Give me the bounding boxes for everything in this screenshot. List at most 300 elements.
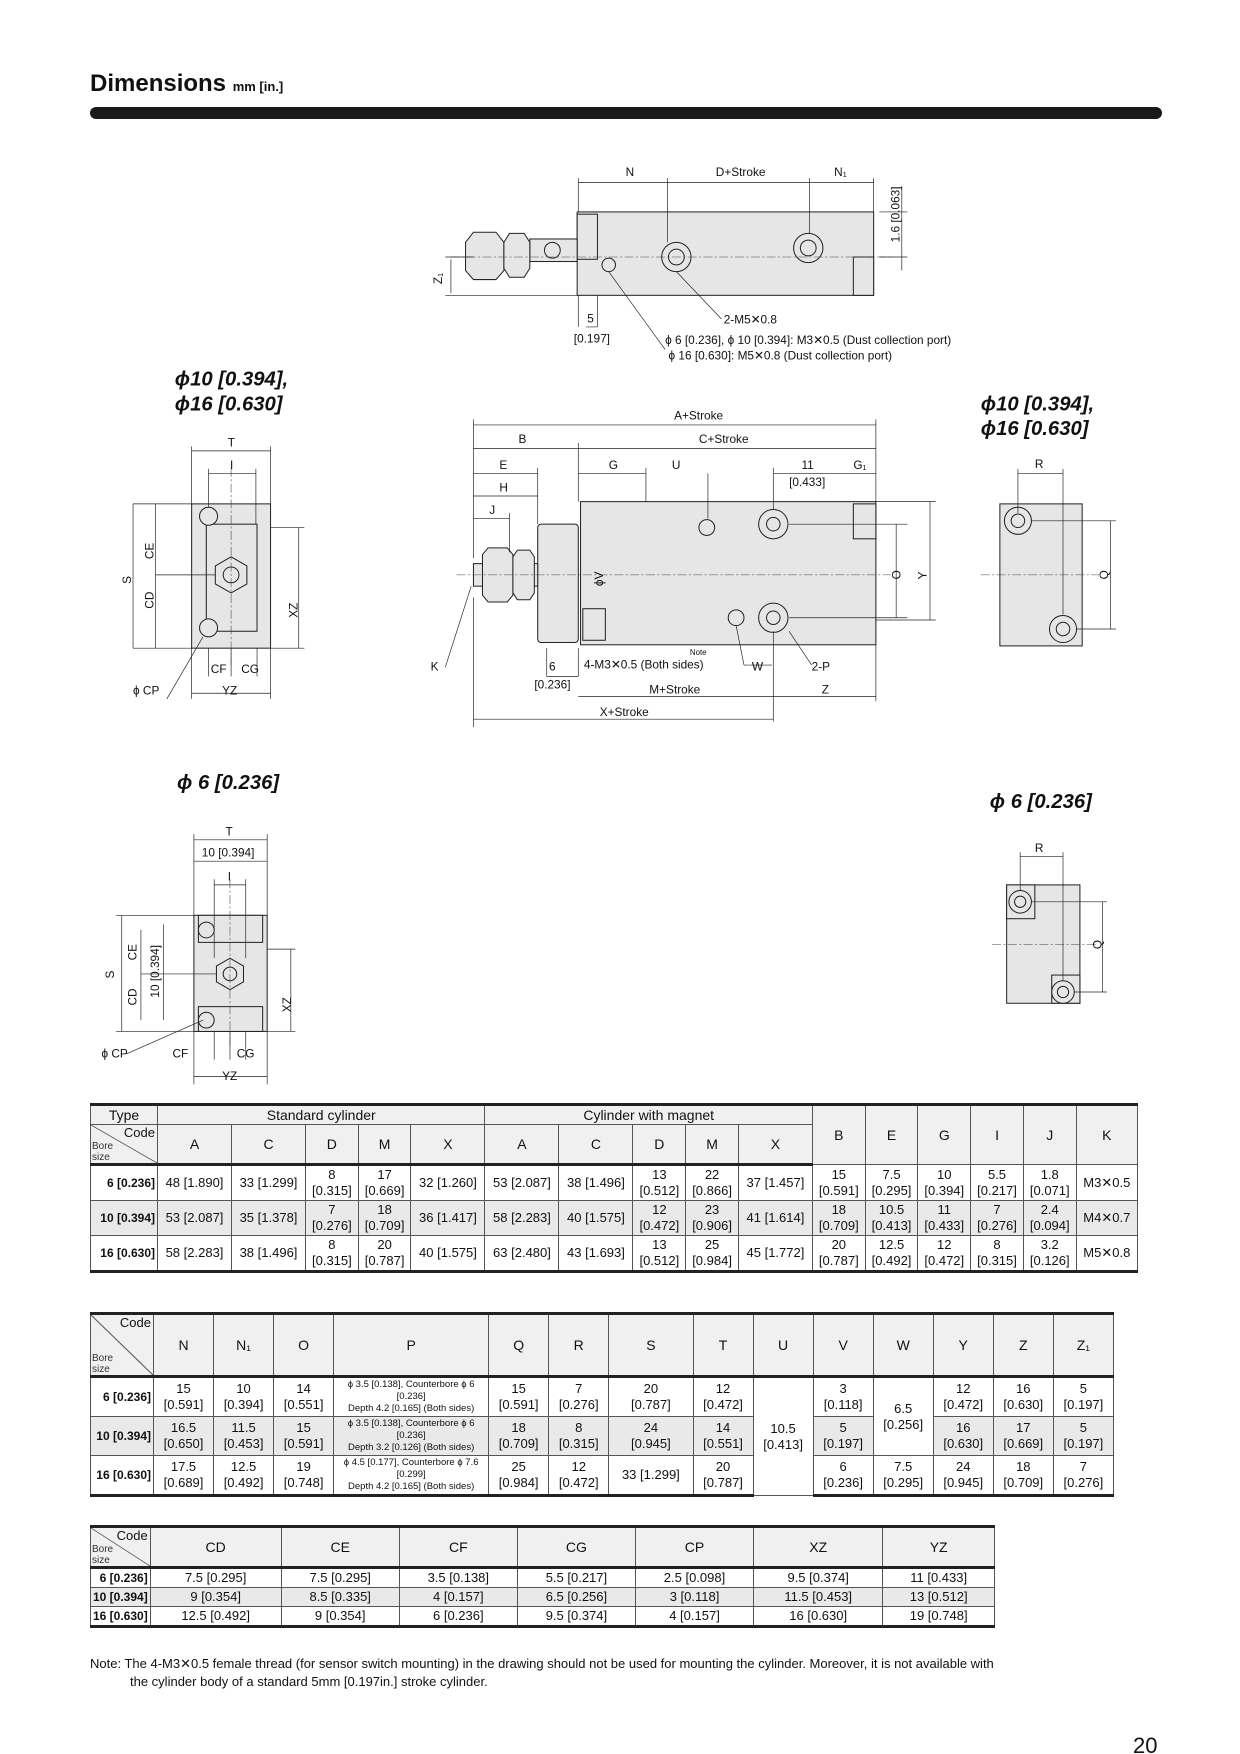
cell-inch: [0.984]: [692, 1253, 732, 1268]
table-cell: 8.5 [0.335]: [281, 1588, 399, 1607]
column-header: XZ: [754, 1527, 883, 1568]
column-header: A: [485, 1125, 559, 1165]
dim-J: J: [489, 503, 496, 518]
cell-mm: 7.5: [882, 1166, 901, 1182]
column-header: R: [549, 1314, 609, 1377]
cell-inch: [0.217]: [977, 1182, 1017, 1198]
cell-inch: [0.197]: [823, 1436, 864, 1451]
code-corner: [91, 1314, 154, 1377]
table-cell: [813, 1417, 873, 1456]
table-cell: 36 [1.417]: [411, 1201, 485, 1236]
table-cell: 9 [0.354]: [281, 1607, 399, 1627]
code-corner: [91, 1527, 151, 1568]
cell-mm: 7.5: [894, 1459, 913, 1474]
bore-size-cell: 6 [0.236]: [91, 1377, 154, 1417]
dim-V: ϕV: [592, 571, 607, 587]
dim-11: 11: [801, 457, 814, 472]
cell-mm: 18: [831, 1202, 847, 1217]
table-cell: [873, 1377, 933, 1456]
cell-inch: [0.094]: [1029, 1218, 1070, 1233]
column-header: C: [559, 1125, 633, 1165]
dim-5-in: [0.197]: [573, 331, 610, 346]
cell-inch: [0.276]: [977, 1218, 1017, 1233]
table-cell: 38 [1.496]: [559, 1165, 633, 1201]
table-cell: [489, 1456, 549, 1496]
dim-CP-6: ϕ CP: [101, 1046, 128, 1061]
cell-mm: 10.5: [770, 1420, 796, 1436]
cell-mm: 17.5: [170, 1459, 197, 1474]
front-view-drawing: [431, 408, 936, 727]
table-cell: [274, 1417, 334, 1456]
dim-B: B: [518, 432, 527, 447]
table-cell: [865, 1201, 918, 1236]
table-cell: 7.5 [0.295]: [150, 1568, 281, 1588]
cell-inch: [0.551]: [703, 1436, 743, 1451]
cell-mm: 12: [955, 1381, 971, 1396]
table-cell: [865, 1165, 918, 1201]
column-header: CD: [150, 1527, 281, 1568]
table-cell: 9.5 [0.374]: [754, 1568, 883, 1588]
table-cell: [214, 1456, 274, 1496]
bore-size-cell: 6 [0.236]: [91, 1568, 151, 1588]
cell-line: ϕ 3.5 [0.138], Counterbore ϕ 6 [0.236]: [347, 1379, 475, 1402]
table-cell: [306, 1201, 359, 1236]
cell-mm: 12.5: [878, 1237, 905, 1252]
cell-line: Depth 3.2 [0.126] (Both sides): [348, 1442, 475, 1453]
cell-mm: 24: [643, 1420, 659, 1435]
table-cell: [865, 1236, 918, 1272]
cell-inch: [0.197]: [1063, 1397, 1104, 1412]
table-cell: [753, 1377, 813, 1496]
cell-mm: 15: [511, 1381, 526, 1396]
cell-mm: 2.4: [1040, 1202, 1059, 1217]
magnet-cylinder-header: Cylinder with magnet: [485, 1105, 812, 1125]
dim-C-stroke: C+Stroke: [698, 432, 749, 447]
table-cell: [609, 1417, 693, 1456]
dim-G: G: [608, 457, 618, 472]
bore-label-16-left: ϕ16 [0.630]: [174, 393, 283, 416]
cell-inch: [0.276]: [311, 1218, 352, 1233]
header-corner: [91, 1528, 150, 1566]
table-row: [91, 1417, 1114, 1456]
cell-inch: [0.709]: [818, 1218, 859, 1233]
table-cell: 40 [1.575]: [411, 1236, 485, 1272]
dim-CE: CE: [142, 542, 157, 560]
table-cell: [812, 1165, 865, 1201]
cell-inch: [0.394]: [223, 1397, 264, 1412]
column-header: U: [753, 1314, 813, 1377]
cell-mm: 20: [643, 1381, 659, 1396]
type-header: Type: [91, 1105, 158, 1125]
column-header: W: [873, 1314, 933, 1377]
column-header: C: [232, 1125, 306, 1165]
cell-mm: 12: [937, 1237, 952, 1252]
table-cell: [274, 1377, 334, 1417]
dim-T: T: [227, 435, 235, 450]
table-cell: [334, 1456, 489, 1496]
unit-label: mm [in.]: [232, 79, 284, 94]
header-corner: [91, 1315, 153, 1375]
cell-mm: 15: [296, 1420, 311, 1435]
cell-inch: [0.472]: [943, 1397, 984, 1412]
cell-inch: [0.472]: [558, 1475, 599, 1490]
table-cell: [993, 1417, 1053, 1456]
table-cell: [549, 1456, 609, 1496]
dim-S-6: S: [102, 970, 117, 979]
table-cell: 58 [2.283]: [485, 1201, 559, 1236]
table-cell: [489, 1417, 549, 1456]
table-cell: 53 [2.087]: [485, 1165, 559, 1201]
cell-mm: 8: [328, 1167, 336, 1182]
table-cell: [334, 1417, 489, 1456]
table-cell: 12.5 [0.492]: [150, 1607, 281, 1627]
cell-inch: [0.669]: [1003, 1436, 1044, 1451]
rear-view-10-16: [981, 457, 1116, 646]
table-cell: 13 [0.512]: [883, 1588, 995, 1607]
dim-R-6: R: [1034, 841, 1044, 856]
table-cell: [918, 1201, 971, 1236]
dim-M-stroke: M+Stroke: [649, 682, 701, 697]
bore-label-6-right: ϕ 6 [0.236]: [989, 791, 1092, 814]
dim-YZ-6: YZ: [222, 1068, 238, 1083]
cell-mm: 25: [511, 1459, 526, 1474]
table-cell: 9 [0.354]: [150, 1588, 281, 1607]
label-dust-port-1: ϕ 6 [0.236], ϕ 10 [0.394]: M3✕0.5 (Dust collection port): [665, 332, 952, 347]
table-cell: [633, 1165, 686, 1201]
header-row-type: [91, 1105, 1138, 1125]
cell-inch: [0.472]: [639, 1218, 680, 1233]
page-number: 20: [1133, 1733, 1158, 1754]
dim-D-stroke: D+Stroke: [715, 164, 766, 179]
rear-view-6: [992, 841, 1107, 1003]
cell-mm: 10: [937, 1166, 952, 1182]
table-cell: [306, 1236, 359, 1272]
cell-inch: [0.315]: [558, 1436, 599, 1451]
cell-mm: 16.5: [170, 1420, 197, 1435]
table-cell: [971, 1165, 1024, 1201]
cell-mm: 20: [831, 1237, 847, 1252]
cell-mm: 10: [236, 1381, 251, 1396]
column-header: CF: [399, 1527, 517, 1568]
note-line-1: Note: The 4-M3✕0.5 female thread (for sensor switch mounting) in the drawing should not be used for mounting the cylinder. Moreover, it is not available with: [90, 1656, 994, 1671]
table-cell: [686, 1201, 739, 1236]
table-cell: [1053, 1456, 1113, 1496]
cell-mm: 20: [715, 1459, 731, 1474]
title-text: Dimensions: [90, 70, 227, 97]
dim-I: I: [229, 457, 234, 472]
table-cell: [609, 1377, 693, 1417]
column-header: CE: [281, 1527, 399, 1568]
column-header: G: [918, 1105, 971, 1165]
table-cell: 2.5 [0.098]: [635, 1568, 753, 1588]
table-row: [91, 1201, 1138, 1236]
cell-mm: 23: [704, 1202, 720, 1217]
table-cell: 63 [2.480]: [485, 1236, 559, 1272]
cell-inch: [0.945]: [630, 1436, 671, 1451]
column-header: Q: [489, 1314, 549, 1377]
dim-CF-6: CF: [172, 1046, 189, 1061]
dim-CP: ϕ CP: [133, 683, 160, 698]
column-header: X: [738, 1125, 812, 1165]
cell-mm: 7: [1079, 1459, 1088, 1474]
header-corner: [91, 1125, 157, 1163]
dim-U: U: [671, 457, 681, 472]
cell-inch: [0.787]: [630, 1397, 671, 1412]
table-cell: [813, 1377, 873, 1417]
cell-mm: 13: [652, 1167, 667, 1182]
column-header: N₁: [214, 1314, 274, 1377]
table-cell: [1053, 1377, 1113, 1417]
cell-inch: [0.650]: [163, 1436, 204, 1451]
cell-inch: [0.787]: [364, 1253, 405, 1268]
table-cell: [358, 1201, 411, 1236]
cell-mm: 16: [955, 1420, 971, 1435]
cell-mm: 5: [1079, 1420, 1088, 1435]
cell-inch: [0.256]: [883, 1416, 924, 1432]
cell-mm: 6: [839, 1459, 847, 1474]
dim-G1: G₁: [853, 457, 867, 472]
dim-10-6: 10 [0.394]: [201, 845, 255, 860]
table-cell: [214, 1417, 274, 1456]
side-view-6: [101, 824, 295, 1084]
table-cell: [693, 1377, 753, 1417]
cell-inch: [0.709]: [498, 1436, 539, 1451]
dim-R: R: [1034, 456, 1044, 471]
table-cell: 6 [0.236]: [399, 1607, 517, 1627]
table-cell: 33 [1.299]: [232, 1165, 306, 1201]
cell-mm: 15: [831, 1166, 847, 1182]
table-cell: 37 [1.457]: [738, 1165, 812, 1201]
cell-mm: 5.5: [987, 1166, 1007, 1182]
table-cell: [693, 1456, 753, 1496]
dim-1-6: 1.6 [0.063]: [888, 186, 903, 243]
column-header: P: [334, 1314, 489, 1377]
top-view-drawing: [431, 165, 951, 363]
bore-size-cell: 10 [0.394]: [91, 1417, 154, 1456]
cell-inch: [0.236]: [823, 1475, 864, 1490]
cell-inch: [0.984]: [498, 1475, 539, 1490]
cell-mm: 12: [571, 1459, 586, 1474]
cell-mm: 11.5: [231, 1420, 256, 1435]
column-header: K: [1076, 1105, 1137, 1165]
code-label: Code: [123, 1125, 155, 1140]
column-header: Z₁: [1053, 1314, 1113, 1377]
dim-A-stroke: A+Stroke: [674, 408, 724, 423]
table-cell: [918, 1236, 971, 1272]
cell-inch: [0.492]: [223, 1475, 264, 1490]
bore-label-16-right: ϕ16 [0.630]: [980, 418, 1089, 441]
dim-CG-6: CG: [236, 1046, 255, 1061]
table-cell: M5✕0.8: [1076, 1236, 1137, 1272]
dim-11-in: [0.433]: [789, 474, 826, 489]
table-cell: [306, 1165, 359, 1201]
column-header: A: [158, 1125, 232, 1165]
table-cell: [813, 1456, 873, 1496]
table-cell: [812, 1236, 865, 1272]
column-header: J: [1023, 1105, 1076, 1165]
dim-O: O: [889, 570, 904, 580]
cell-mm: 7: [993, 1202, 1001, 1217]
dim-YZ: YZ: [222, 683, 238, 698]
cell-mm: 24: [955, 1459, 971, 1474]
table-cell: [1023, 1236, 1076, 1272]
cell-inch: [0.669]: [364, 1183, 405, 1198]
table-cell: 9.5 [0.374]: [517, 1607, 635, 1627]
column-header: O: [274, 1314, 334, 1377]
table-row: [91, 1165, 1138, 1201]
cell-inch: [0.787]: [818, 1253, 859, 1268]
table-cell: [686, 1236, 739, 1272]
column-header: V: [813, 1314, 873, 1377]
table-row: [91, 1456, 1114, 1496]
cell-mm: 6.5: [894, 1400, 913, 1416]
dim-W: W: [751, 659, 764, 674]
cell-mm: 7: [328, 1202, 336, 1217]
table-cell: 43 [1.693]: [559, 1236, 633, 1272]
table-cell: [214, 1377, 274, 1417]
label-dust-port-2: ϕ 16 [0.630]: M5✕0.8 (Dust collection port): [668, 348, 893, 363]
cell-mm: 7: [575, 1381, 583, 1396]
dim-6-in: [0.236]: [534, 677, 571, 692]
dim-10-vertical-6: 10 [0.394]: [147, 944, 162, 998]
cell-mm: 19: [296, 1459, 311, 1474]
table-cell: [489, 1377, 549, 1417]
label-2-m5: 2-M5✕0.8: [723, 312, 778, 327]
cell-inch: [0.472]: [924, 1253, 965, 1268]
column-header: CG: [517, 1527, 635, 1568]
table-cell: [993, 1456, 1053, 1496]
cell-line: Depth 4.2 [0.165] (Both sides): [348, 1403, 475, 1414]
dim-N1: N₁: [834, 164, 847, 179]
table-cell: [358, 1236, 411, 1272]
table-cell: 48 [1.890]: [158, 1165, 232, 1201]
dimension-table-2: [90, 1312, 1114, 1497]
table-cell: [971, 1236, 1024, 1272]
cell-inch: [0.512]: [639, 1183, 680, 1198]
cell-inch: [0.433]: [924, 1218, 965, 1233]
table-cell: 5.5 [0.217]: [517, 1568, 635, 1588]
table-cell: [933, 1456, 993, 1496]
cell-inch: [0.591]: [283, 1436, 324, 1451]
bore-size-cell: 10 [0.394]: [91, 1588, 151, 1607]
table-cell: 3.5 [0.138]: [399, 1568, 517, 1588]
cell-inch: [0.906]: [692, 1218, 732, 1233]
table-cell: [154, 1377, 214, 1417]
table-cell: [154, 1456, 214, 1496]
cell-inch: [0.866]: [692, 1183, 732, 1198]
dim-5: 5: [587, 311, 594, 326]
cell-inch: [0.689]: [163, 1475, 204, 1490]
table-cell: [154, 1417, 214, 1456]
cell-mm: 1.8: [1040, 1166, 1059, 1182]
dim-CF: CF: [210, 661, 227, 676]
table-cell: [1023, 1201, 1076, 1236]
table-cell: [693, 1417, 753, 1456]
table-cell: M4✕0.7: [1076, 1201, 1137, 1236]
cell-mm: 10.5: [878, 1202, 905, 1217]
cell-mm: 16: [1016, 1381, 1031, 1396]
cell-inch: [0.748]: [283, 1475, 324, 1490]
header-row-codes: [91, 1527, 995, 1568]
table-cell: [1023, 1165, 1076, 1201]
column-header: X: [411, 1125, 485, 1165]
side-view-10-16: [120, 435, 305, 699]
table-row: [91, 1377, 1114, 1417]
cell-mm: 3.2: [1040, 1237, 1059, 1252]
table-cell: [873, 1456, 933, 1496]
column-header: T: [693, 1314, 753, 1377]
bore-size-cell: 16 [0.630]: [91, 1456, 154, 1496]
cell-inch: [0.315]: [977, 1253, 1017, 1268]
dim-2-P: 2-P: [811, 659, 831, 674]
table-cell: M3✕0.5: [1076, 1165, 1137, 1201]
table-cell: 58 [2.283]: [158, 1236, 232, 1272]
cell-inch: [0.413]: [871, 1218, 912, 1233]
cell-mm: 22: [704, 1167, 720, 1182]
code-label: Code: [116, 1528, 148, 1543]
table-cell: 53 [2.087]: [158, 1201, 232, 1236]
code-label: Code: [119, 1315, 151, 1330]
bore-size-label: Bore size: [92, 1544, 114, 1566]
table-cell: [971, 1201, 1024, 1236]
table-cell: [933, 1377, 993, 1417]
dim-H: H: [499, 480, 508, 495]
cell-inch: [0.551]: [283, 1397, 324, 1412]
table-row: [91, 1236, 1138, 1272]
table-cell: [812, 1201, 865, 1236]
column-header: E: [865, 1105, 918, 1165]
cell-line: Depth 4.2 [0.165] (Both sides): [348, 1481, 475, 1492]
cell-mm: 20: [377, 1237, 392, 1252]
bore-label-10-16-right: ϕ10 [0.394],: [980, 393, 1095, 416]
column-header: Y: [933, 1314, 993, 1377]
table-cell: [933, 1417, 993, 1456]
cell-inch: [0.413]: [763, 1436, 803, 1452]
column-header: YZ: [883, 1527, 995, 1568]
cell-inch: [0.126]: [1029, 1253, 1070, 1268]
label-4-m3: 4-M3✕0.5 (Both sides): [583, 657, 704, 672]
bore-size-label: Bore size: [92, 1141, 114, 1163]
cell-inch: [0.315]: [311, 1183, 352, 1198]
dim-Y: Y: [915, 571, 930, 580]
cell-inch: [0.591]: [163, 1397, 204, 1412]
dim-6: 6: [548, 659, 556, 674]
cell-line: ϕ 3.5 [0.138], Counterbore ϕ 6 [0.236]: [347, 1418, 475, 1441]
standard-cylinder-header: Standard cylinder: [158, 1105, 485, 1125]
table-cell: [993, 1377, 1053, 1417]
table-cell: 45 [1.772]: [738, 1236, 812, 1272]
table-cell: [633, 1201, 686, 1236]
table-cell: 11.5 [0.453]: [754, 1588, 883, 1607]
dim-E: E: [499, 457, 508, 472]
column-header: I: [971, 1105, 1024, 1165]
cell-inch: [0.591]: [818, 1182, 859, 1198]
dim-Q-6: Q: [1090, 939, 1105, 950]
cell-mm: 14: [296, 1381, 311, 1396]
cell-inch: [0.472]: [703, 1397, 743, 1412]
cell-inch: [0.591]: [498, 1397, 539, 1412]
table-cell: 32 [1.260]: [411, 1165, 485, 1201]
table-cell: [274, 1456, 334, 1496]
note-mark: Note: [689, 647, 707, 657]
dimension-table-3: [90, 1525, 995, 1628]
table-cell: 4 [0.157]: [399, 1588, 517, 1607]
bore-size-cell: 16 [0.630]: [91, 1236, 158, 1272]
dim-T-6: T: [225, 824, 233, 839]
cell-inch: [0.945]: [943, 1475, 984, 1490]
dim-Q: Q: [1097, 570, 1112, 580]
bore-size-label: Bore size: [92, 1353, 114, 1375]
